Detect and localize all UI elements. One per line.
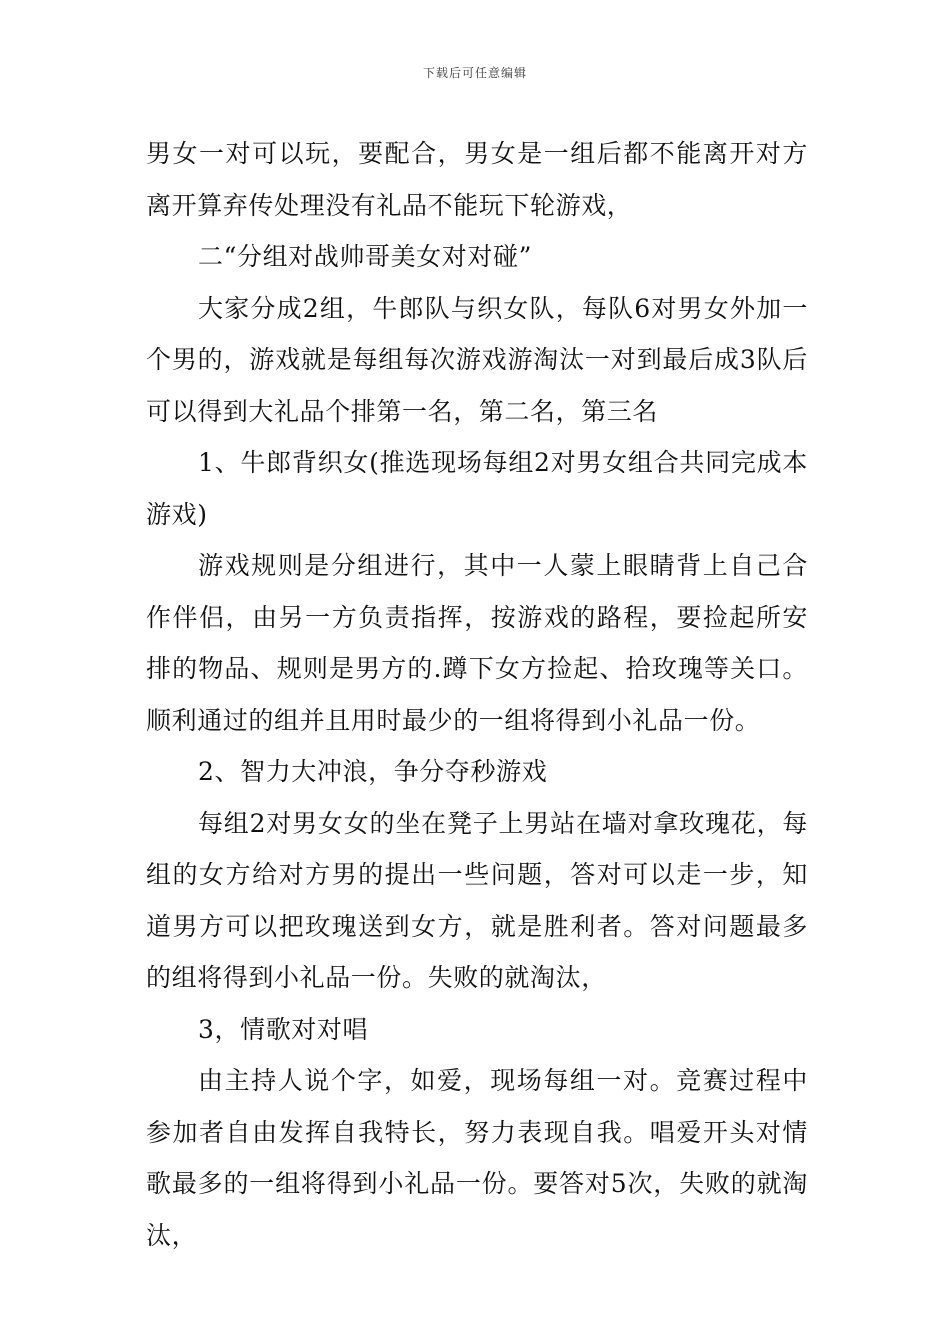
section-heading-group-battle: 二“分组对战帅哥美女对对碰” <box>198 242 532 271</box>
page-header: 下载后可任意编辑 <box>422 66 527 80</box>
game-heading-3: 3，情歌对对唱 <box>198 1014 369 1044</box>
document-body <box>146 128 808 1261</box>
paragraph-rules-intro: 男女一对可以玩，要配合，男女是一组后都不能离开对方离开算弃传处理没有礼品不能玩下轮游戏， <box>146 139 808 220</box>
paragraph-team-division: 大家分成2组，牛郎队与织女队，每队6对男女外加一个男的，游戏就是每组每次游戏游淘汰一对到最后成3队后可以得到大礼品个排第一名，第二名，第三名 <box>146 293 808 426</box>
paragraph-game-1-rules: 游戏规则是分组进行，其中一人蒙上眼睛背上自己合作伴侣，由另一方负责指挥，按游戏的路程，要捡起所安排的物品、规则是男方的.蹲下女方捡起、拾玫瑰等关口。顺利通过的组并且用时最少的一组将得到小礼品一份。 <box>146 551 808 735</box>
game-heading-1: 1、牛郎背织女(推选现场每组2对男女组合共同完成本游戏) <box>146 448 808 529</box>
paragraph-game-2-rules: 每组2对男女女的坐在凳子上男站在墙对拿玫瑰花，每组的女方给对方男的提出一些问题，答对可以走一步，知道男方可以把玫瑰送到女方，就是胜利者。答对问题最多的组将得到小礼品一份。失败的就淘汰， <box>146 808 808 992</box>
paragraph-game-3-rules: 由主持人说个字，如爱，现场每组一对。竞赛过程中参加者自由发挥自我特长，努力表现自我。唱爱开头对情歌最多的一组将得到小礼品一份。要答对5次，失败的就淘汰， <box>146 1066 808 1250</box>
game-heading-2: 2、智力大冲浪，争分夺秒游戏 <box>198 757 548 786</box>
